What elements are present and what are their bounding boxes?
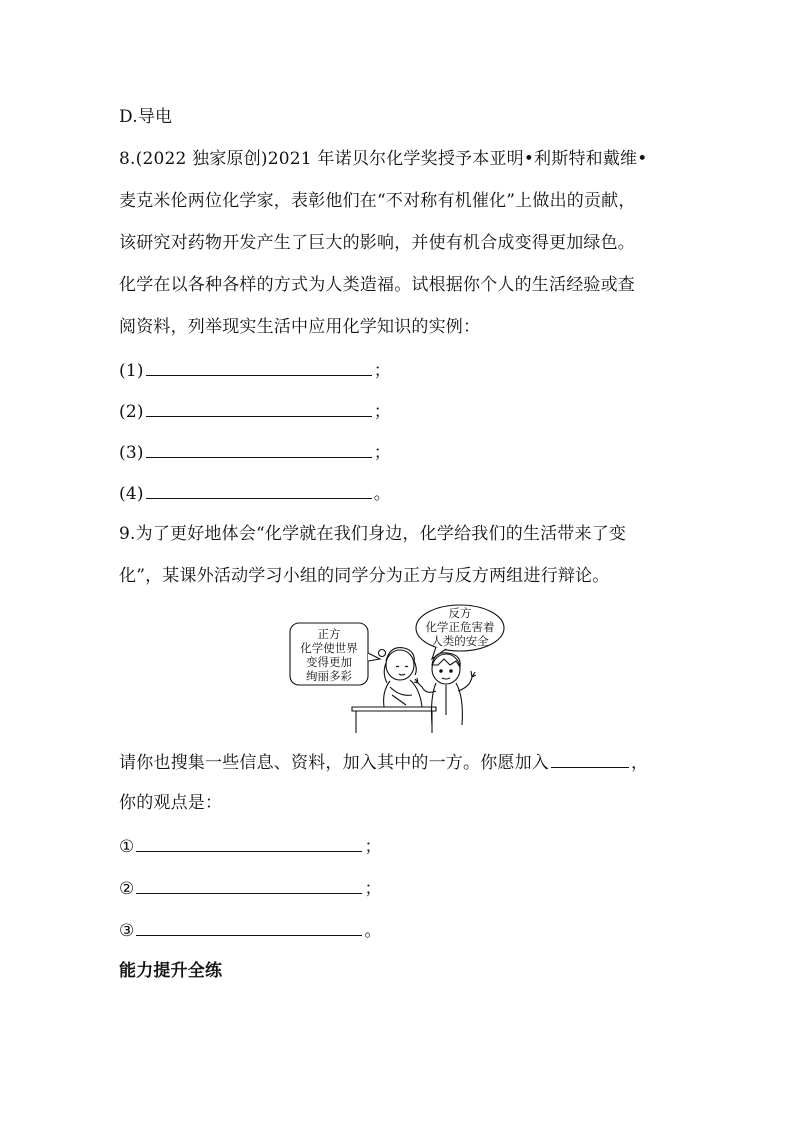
right-bubble-line-2: 化学正危害着 [425, 620, 495, 634]
q8-answer-3-end: ； [373, 443, 391, 463]
q8-answer-2-blank[interactable] [146, 398, 372, 417]
q9-answer-3-blank[interactable] [136, 917, 362, 936]
q8-text-line-1: 8.(2022 独家原创)2021 年诺贝尔化学奖授予本亚明•利斯特和戴维• [119, 149, 648, 169]
q8-answer-3 [119, 439, 391, 465]
q9-answer-2-end: ； [364, 879, 382, 899]
q9-answer-1-end: ； [364, 837, 382, 857]
left-bubble-line-1: 正方 [317, 627, 341, 641]
q9-text-line-1: 9.为了更好地体会“化学就在我们身边，化学给我们的生活带来了变 [119, 524, 627, 544]
q8-answer-3-label: (3) [119, 443, 144, 463]
q9-answer-2-label: ② [119, 879, 135, 899]
q9-join-line [119, 749, 648, 775]
q8-text-line-3: 该研究对药物开发产生了巨大的影响，并使有机合成变得更加绿色。 [119, 233, 635, 253]
q9-answer-2 [119, 875, 382, 901]
q9-answer-1-label: ① [119, 837, 135, 857]
q9-answer-2-blank[interactable] [136, 875, 362, 894]
q8-text-line-5: 阅资料，列举现实生活中应用化学知识的实例： [119, 317, 481, 337]
q8-text-line-4: 化学在以各种各样的方式为人类造福。试根据你个人的生活经验或查 [119, 275, 635, 295]
q8-answer-2-end: ； [373, 402, 391, 422]
girl-figure [379, 648, 423, 707]
q8-answer-4 [119, 480, 391, 506]
q8-answer-1 [119, 357, 391, 383]
table-top [352, 707, 436, 711]
q8-answer-2 [119, 398, 391, 424]
left-bubble-line-2: 化学使世界 [300, 641, 358, 655]
left-bubble-line-4: 绚丽多彩 [306, 669, 352, 683]
debate-illustration [286, 603, 508, 735]
left-bubble-line-3: 变得更加 [306, 655, 352, 669]
q8-answer-2-label: (2) [119, 402, 144, 422]
q8-answer-4-end: 。 [373, 484, 391, 504]
q9-answer-3 [119, 917, 382, 943]
q8-answer-4-blank[interactable] [146, 480, 372, 499]
q9-answer-1-blank[interactable] [136, 833, 362, 852]
q9-text-line-2: 化”，某课外活动学习小组的同学分为正方与反方两组进行辩论。 [119, 566, 610, 586]
right-bubble-line-3: 人类的安全 [431, 634, 489, 648]
q9-join-comma: ， [631, 753, 649, 773]
q9-join-text: 请你也搜集一些信息、资料，加入其中的一方。你愿加入 [119, 753, 549, 773]
section-title: 能力提升全练 [119, 961, 223, 981]
q9-answer-1 [119, 833, 382, 859]
q9-answer-3-end: 。 [364, 921, 382, 941]
option-d: D.导电 [119, 107, 173, 127]
q8-answer-3-blank[interactable] [146, 439, 372, 458]
q9-viewpoint-label: 你的观点是： [119, 793, 223, 813]
q8-answer-1-blank[interactable] [146, 357, 372, 376]
q9-side-blank[interactable] [551, 749, 629, 768]
q8-text-line-2: 麦克米伦两位化学家，表彰他们在“不对称有机催化”上做出的贡献， [119, 191, 636, 211]
q8-answer-1-end: ； [373, 361, 391, 381]
q8-answer-4-label: (4) [119, 484, 144, 504]
boy-figure [414, 653, 476, 725]
q9-answer-3-label: ③ [119, 921, 135, 941]
q8-answer-1-label: (1) [119, 361, 144, 381]
right-bubble-line-1: 反方 [448, 606, 472, 620]
